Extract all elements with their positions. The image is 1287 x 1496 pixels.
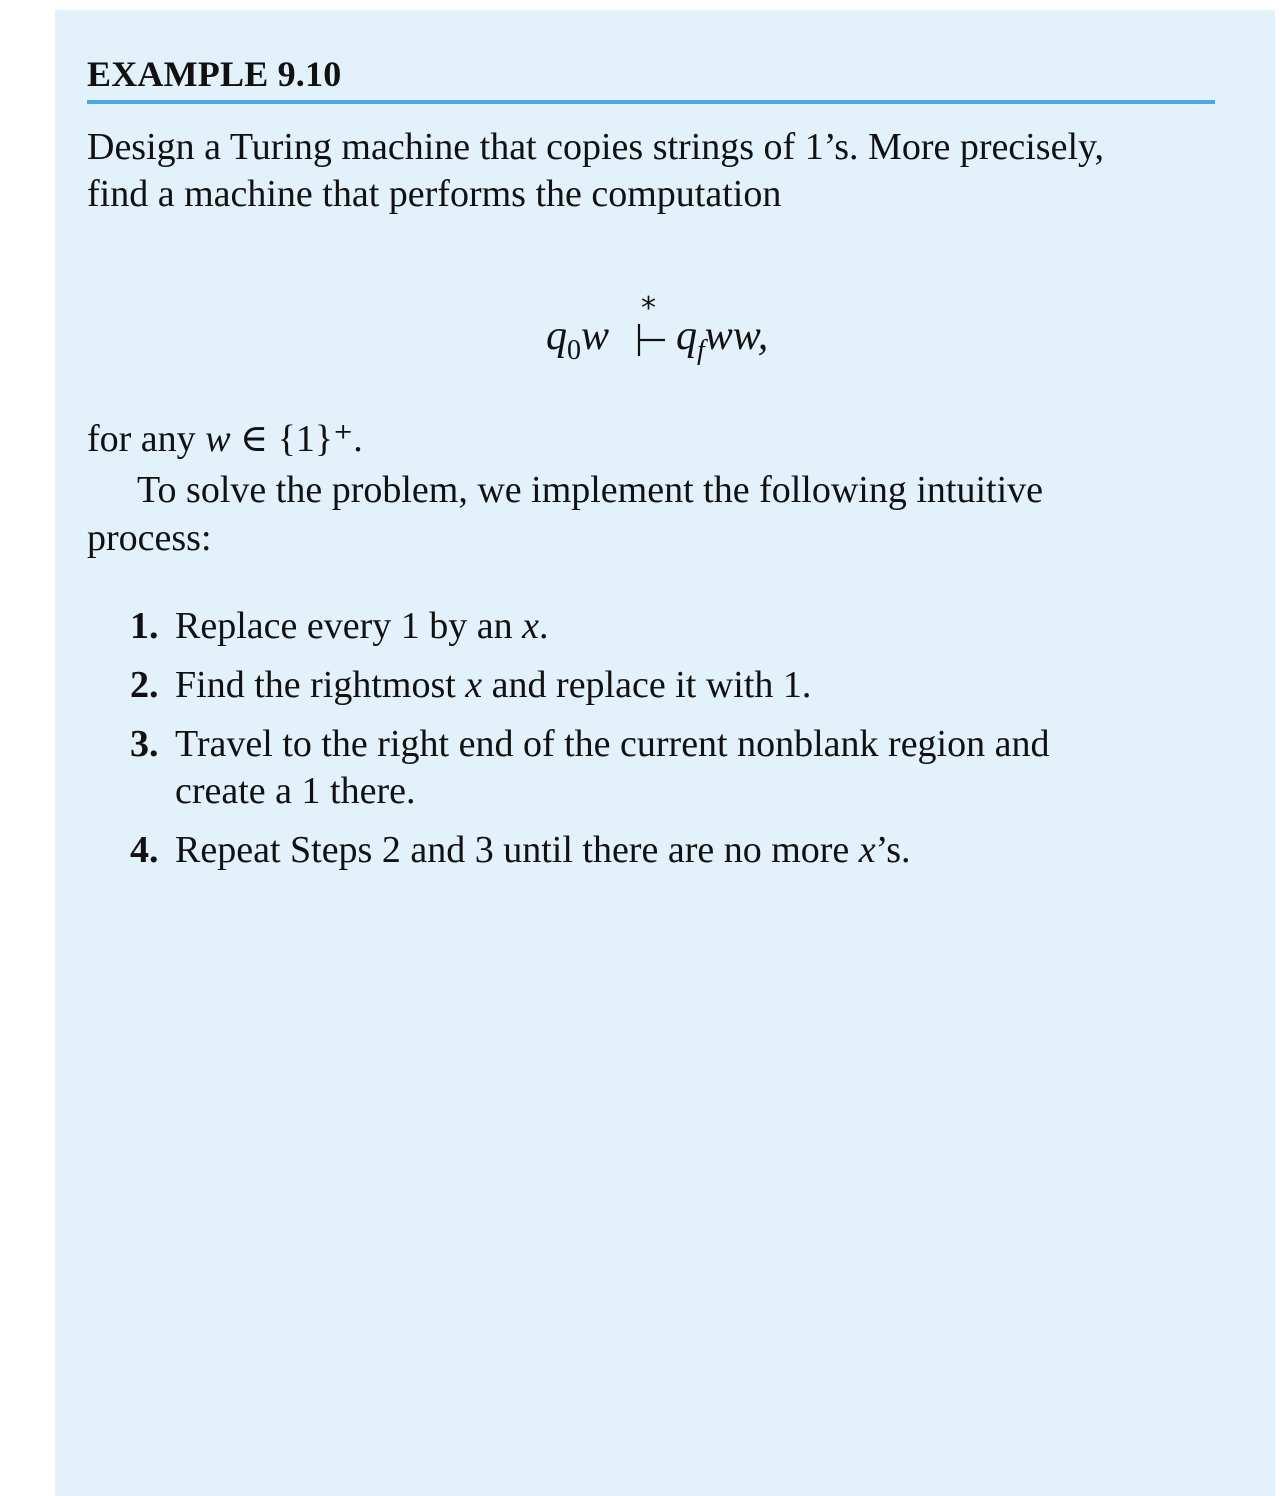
heading-rule xyxy=(87,100,1215,104)
steps-list xyxy=(130,603,1049,886)
solution-paragraph-line-2: process: xyxy=(87,517,212,559)
intro-line-1: Design a Turing machine that copies strings of 1’s. More precisely, xyxy=(87,126,1105,168)
step-number: 1. xyxy=(130,605,159,647)
step-number: 3. xyxy=(130,723,159,765)
list-item: 3. Travel to the right end of the current nonblank region and create a 1 there. xyxy=(130,723,1050,812)
list-item: 4. Repeat Steps 2 and 3 until there are no more x’s. xyxy=(130,827,1049,874)
list-item: 2. Find the rightmost x and replace it with 1. xyxy=(130,662,1049,709)
equation-lhs: $q_0w$ xyxy=(546,313,610,366)
step-number: 4. xyxy=(130,829,159,871)
equation-rhs: $q_fww$, xyxy=(676,313,769,366)
step-number: 2. xyxy=(130,664,159,706)
intro-paragraph xyxy=(87,124,1104,218)
intro-line-2: find a machine that performs the computation xyxy=(87,173,782,215)
solution-paragraph-line-1: To solve the problem, we implement the following intuitive xyxy=(137,469,1044,511)
computation-equation xyxy=(546,272,866,372)
turnstile-star-symbol xyxy=(629,290,669,360)
for-any-line: for any w ∈ {1}⁺. xyxy=(87,418,363,460)
example-heading: EXAMPLE 9.10 xyxy=(87,54,342,94)
list-item: 1. Replace every 1 by an x. xyxy=(130,603,1049,650)
turnstile-star: * xyxy=(641,291,656,326)
